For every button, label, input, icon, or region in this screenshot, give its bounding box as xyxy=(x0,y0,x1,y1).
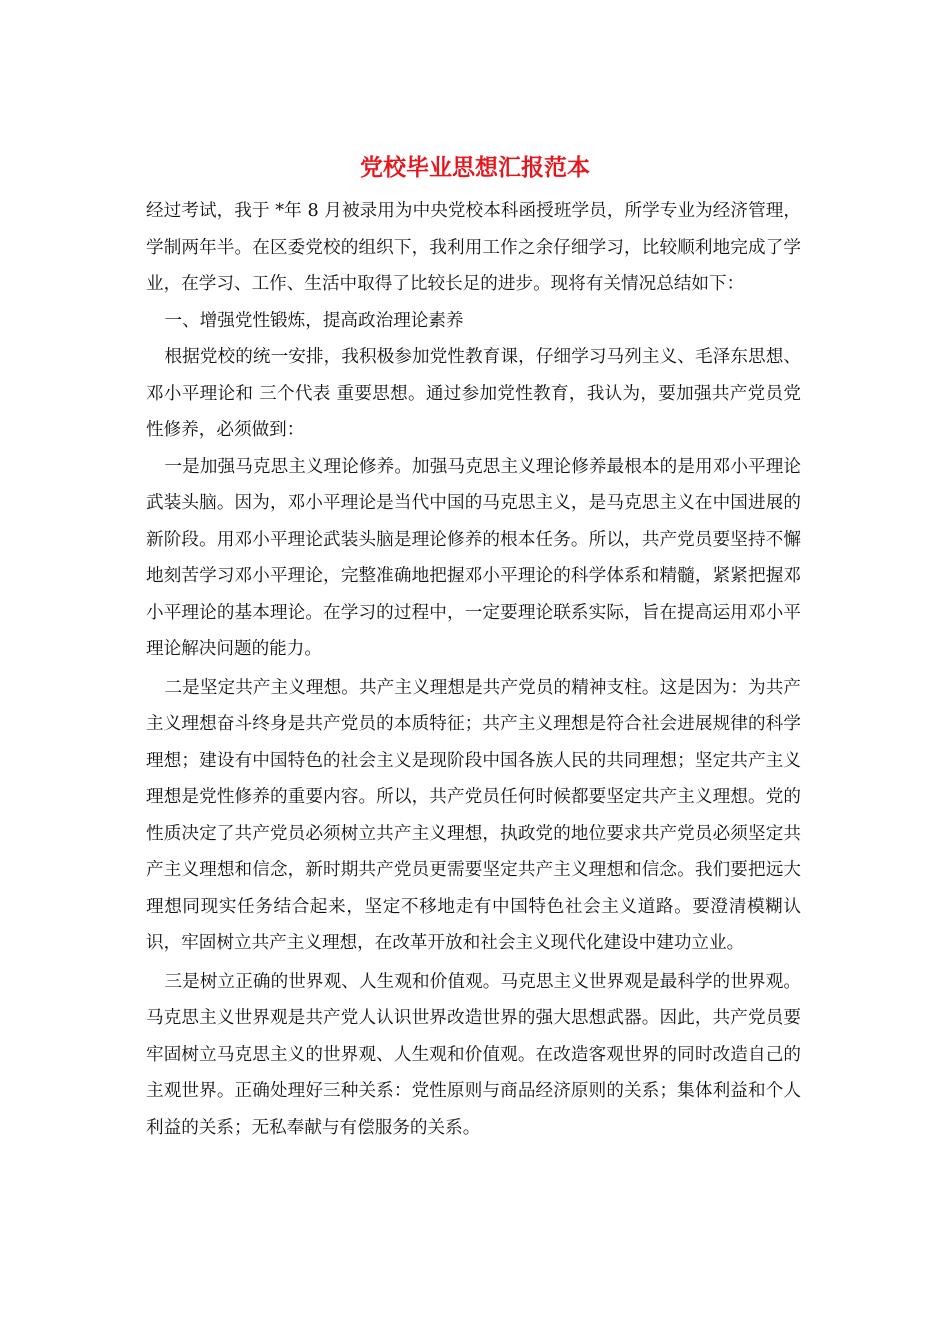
point-three-paragraph: 三是树立正确的世界观、人生观和价值观。马克思主义世界观是最科学的世界观。马克思主义世界观是共产党人认识世界改造世界的强大思想武器。因此，共产党员要牢固树立马克思主义的世界观、人生观和价值观。在改造客观世界的同时改造自己的主观世界。正确处理好三种关系：党性原则与商品经济原则的关系；集体利益和个人利益的关系；无私奉献与有偿服务的关系。 xyxy=(146,971,801,1138)
section-heading: 一、增强党性锻炼，提高政治理论素养 xyxy=(164,310,464,331)
document-body xyxy=(146,193,801,1146)
body-paragraph: 根据党校的统一安排，我积极参加党性教育课，仔细学习马列主义、毛泽东思想、邓小平理论和 三个代表 重要思想。通过参加党性教育，我认为，要加强共产党员党性修养，必须做到： xyxy=(146,347,801,440)
point-two-paragraph: 二是坚定共产主义理想。共产主义理想是共产党员的精神支柱。这是因为：为共产主义理想奋斗终身是共产党员的本质特征；共产主义理想是符合社会进展规律的科学理想；建设有中国特色的社会主义是现阶段中国各族人民的共同理想；坚定共产主义理想是党性修养的重要内容。所以，共产党员任何时候都要坚定共产主义理想。党的性质决定了共产党员必须树立共产主义理想，执政党的地位要求共产党员必须坚定共产主义理想和信念，新时期共产党员更需要坚定共产主义理想和信念。我们要把远大理想同现实任务结合起来，坚定不移地走有中国特色社会主义道路。要澄清模糊认识，牢固树立共产主义理想，在改革开放和社会主义现代化建设中建功立业。 xyxy=(146,677,801,953)
intro-paragraph: 经过考试，我于 *年 8 月被录用为中央党校本科函授班学员，所学专业为经济管理，学制两年半。在区委党校的组织下，我利用工作之余仔细学习，比较顺利地完成了学业，在学习、工作、生活中取得了比较长足的进步。现将有关情况总结如下： xyxy=(146,201,801,294)
document-title: 党校毕业思想汇报范本 xyxy=(360,154,590,181)
point-one-paragraph: 一是加强马克思主义理论修养。加强马克思主义理论修养最根本的是用邓小平理论武装头脑。因为，邓小平理论是当代中国的马克思主义，是马克思主义在中国进展的新阶段。用邓小平理论武装头脑是理论修养的根本任务。所以，共产党员要坚持不懈地刻苦学习邓小平理论，完整准确地把握邓小平理论的科学体系和精髓，紧紧把握邓小平理论的基本理论。在学习的过程中，一定要理论联系实际，旨在提高运用邓小平理论解决问题的能力。 xyxy=(146,456,801,659)
